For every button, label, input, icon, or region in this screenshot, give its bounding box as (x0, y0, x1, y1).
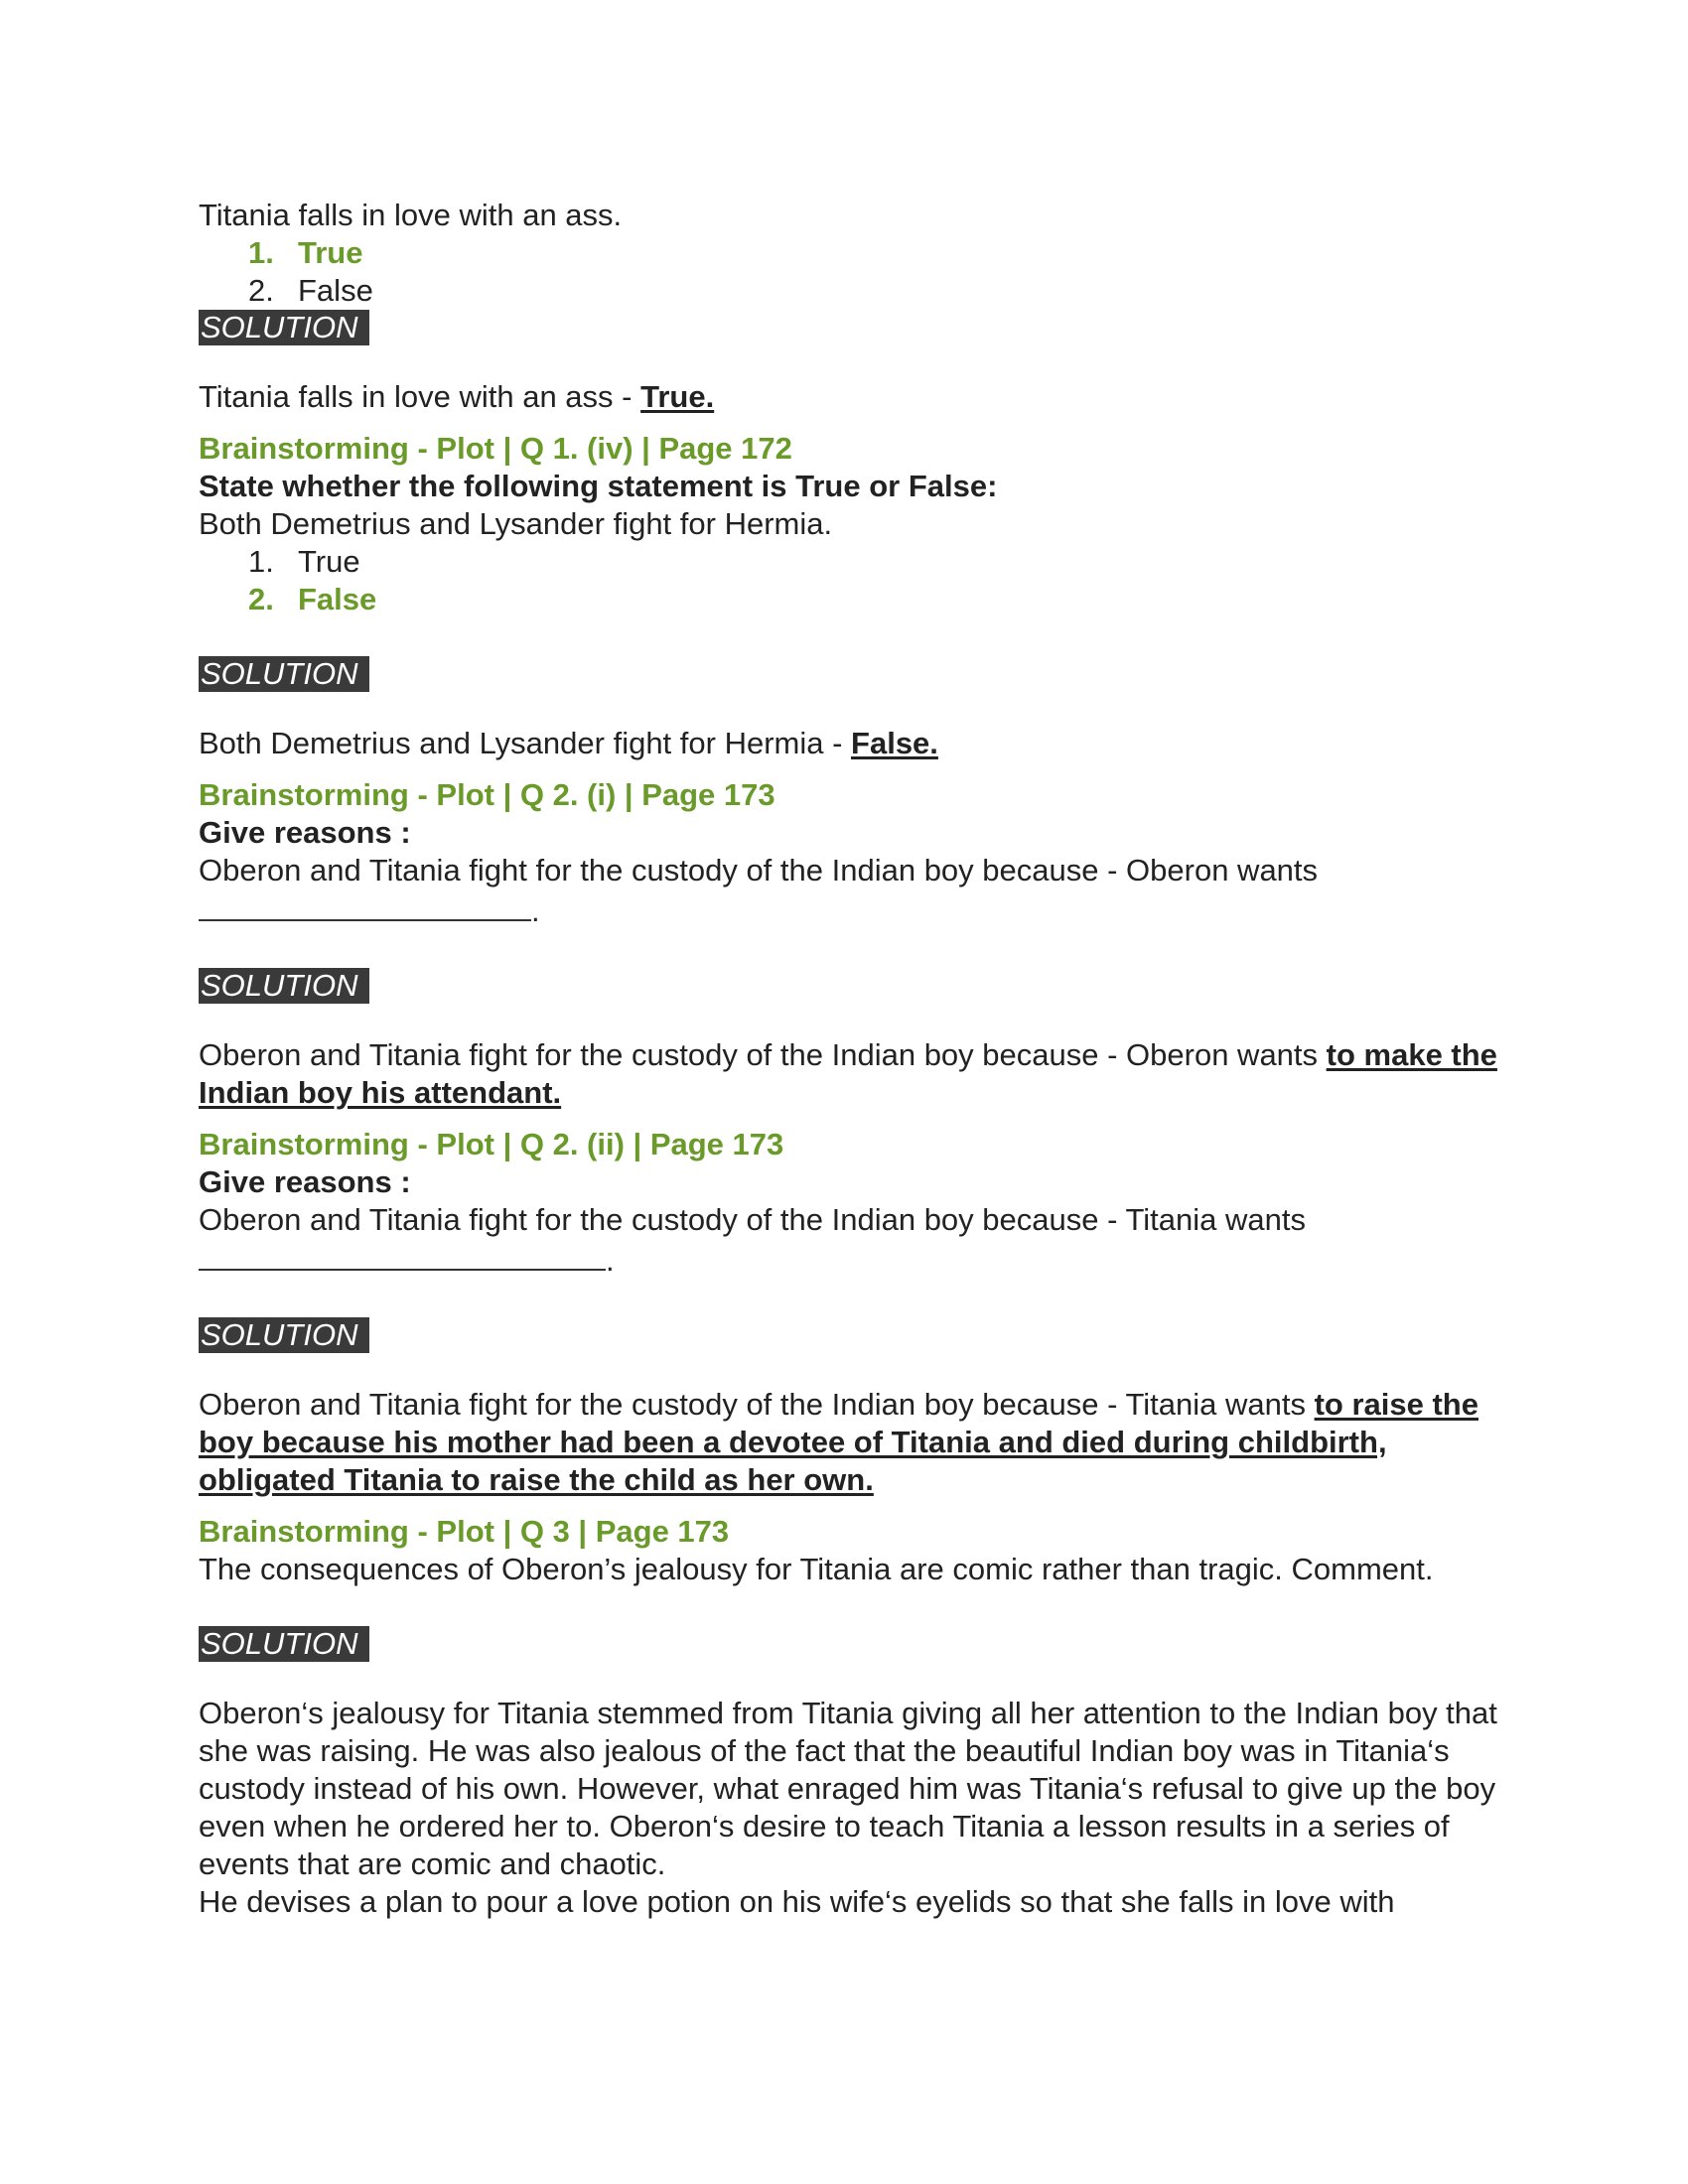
answer-text: False. (851, 726, 938, 760)
answer-blank-line: . (199, 1239, 1499, 1280)
solution-label: SOLUTION (199, 968, 369, 1004)
solution-answer (199, 378, 1499, 416)
option-correct: 2. False (248, 582, 377, 616)
solution-paragraph: He devises a plan to pour a love potion on his wife‘s eyelids so that she falls in love with (199, 1884, 1395, 1919)
option-label: True (298, 544, 360, 579)
option-label: True (298, 235, 363, 270)
option-list (199, 543, 1499, 618)
question-heading: Brainstorming - Plot | Q 2. (i) | Page 173 (199, 777, 775, 812)
question-instruction: Give reasons : (199, 1164, 411, 1199)
option-label: False (298, 582, 377, 616)
answer-blank (199, 1239, 606, 1271)
question-statement: Oberon and Titania fight for the custody of the Indian boy because - Oberon wants (199, 853, 1319, 887)
document-content (199, 197, 1499, 1921)
question-heading: Brainstorming - Plot | Q 3 | Page 173 (199, 1514, 730, 1549)
answer-text: True. (640, 379, 715, 414)
question-instruction: State whether the following statement is True or False: (199, 469, 998, 503)
question-statement: Oberon and Titania fight for the custody of the Indian boy because - Titania wants (199, 1202, 1306, 1237)
option-list (199, 234, 1499, 310)
answer-prefix: Both Demetrius and Lysander fight for Hermia - (199, 726, 852, 760)
solution-label: SOLUTION (199, 310, 369, 345)
option-correct: 1. True (248, 235, 363, 270)
question-statement: The consequences of Oberon’s jealousy for Titania are comic rather than tragic. Comment. (199, 1552, 1434, 1586)
solution-answer (199, 725, 1499, 762)
solution-answer (199, 1036, 1499, 1112)
question-statement: Both Demetrius and Lysander fight for Hermia. (199, 506, 833, 541)
answer-blank-line: . (199, 889, 1499, 930)
answer-prefix: Titania falls in love with an ass - (199, 379, 641, 414)
option: 1. True (248, 544, 360, 579)
answer-text: to make the Indian boy his attendant. (199, 1037, 1497, 1110)
answer-blank (199, 889, 531, 921)
answer-prefix: Oberon and Titania fight for the custody of the Indian boy because - Oberon wants (199, 1037, 1327, 1072)
solution-paragraph: Oberon‘s jealousy for Titania stemmed from Titania giving all her attention to the Indian boy that she was raising. He was also jealous of the fact that the beautiful Indian boy was in Titania‘s custody instead of his own. However, what enraged him was Titania‘s refusal to give up the boy even when he ordered her to. Oberon‘s desire to teach Titania a lesson results in a series of events that are comic and chaotic. (199, 1696, 1497, 1881)
question-instruction: Give reasons : (199, 815, 411, 850)
option-label: False (298, 273, 373, 308)
answer-text: to raise the boy because his mother had been a devotee of Titania and died during childbirth, obligated Titania to raise the child as her own. (199, 1387, 1478, 1497)
option: 2. False (248, 273, 373, 308)
answer-prefix: Oberon and Titania fight for the custody of the Indian boy because - Titania wants (199, 1387, 1315, 1422)
solution-label: SOLUTION (199, 656, 369, 692)
question-statement: Titania falls in love with an ass. (199, 198, 623, 232)
solution-label: SOLUTION (199, 1317, 369, 1353)
solution-answer (199, 1386, 1499, 1499)
question-heading: Brainstorming - Plot | Q 1. (iv) | Page 172 (199, 431, 792, 466)
solution-label: SOLUTION (199, 1626, 369, 1662)
question-heading: Brainstorming - Plot | Q 2. (ii) | Page 173 (199, 1127, 784, 1161)
